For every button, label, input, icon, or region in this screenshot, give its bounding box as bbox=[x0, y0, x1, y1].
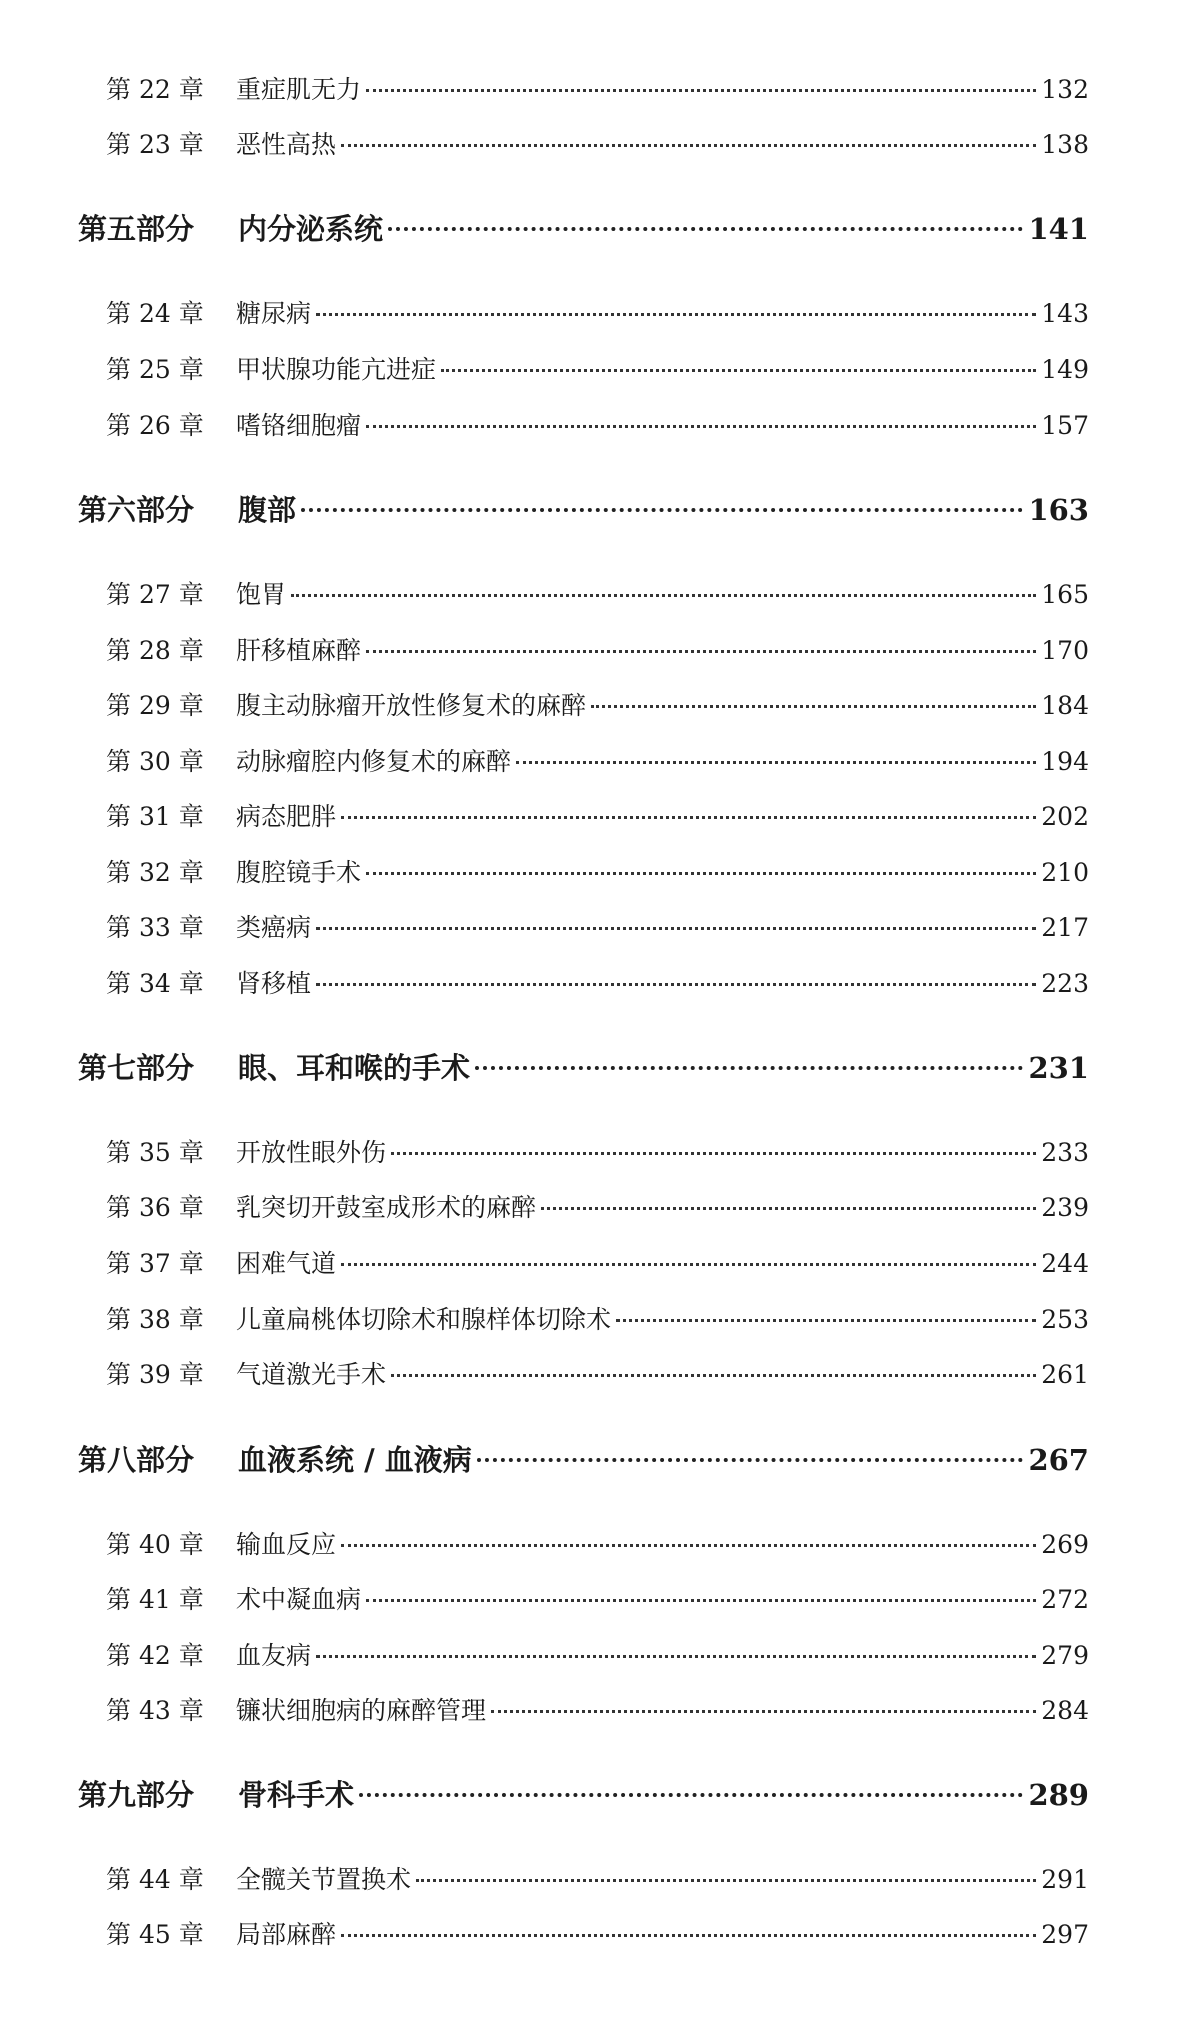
toc-entry-chapter-28 bbox=[106, 631, 1089, 667]
dot-leader bbox=[316, 313, 1036, 316]
toc-entry-part-7 bbox=[78, 1046, 1089, 1087]
toc-entry-chapter-41 bbox=[106, 1580, 1089, 1616]
chapter-title: 重症肌无力 bbox=[236, 75, 362, 104]
chapter-title: 肾移植 bbox=[236, 969, 312, 998]
page-number: 141 bbox=[1028, 212, 1089, 246]
chapter-title: 困难气道 bbox=[236, 1249, 337, 1278]
toc-entry-part-5 bbox=[78, 207, 1089, 248]
chapter-number: 第 35 章 bbox=[106, 1138, 204, 1167]
page-number: 217 bbox=[1041, 913, 1089, 942]
page-number: 284 bbox=[1041, 1696, 1089, 1725]
chapter-title: 输血反应 bbox=[236, 1530, 337, 1559]
chapter-number: 第 29 章 bbox=[106, 691, 204, 720]
chapter-title: 病态肥胖 bbox=[236, 802, 337, 831]
chapter-title: 镰状细胞病的麻醉管理 bbox=[236, 1696, 487, 1725]
dot-leader bbox=[541, 1207, 1036, 1210]
page-number: 291 bbox=[1041, 1865, 1089, 1894]
chapter-title: 血友病 bbox=[236, 1641, 312, 1670]
chapter-number: 第 26 章 bbox=[106, 411, 204, 440]
chapter-title: 气道激光手术 bbox=[236, 1360, 387, 1389]
toc-entry-chapter-27 bbox=[106, 575, 1089, 611]
chapter-number: 第 30 章 bbox=[106, 747, 204, 776]
chapter-number: 第 44 章 bbox=[106, 1865, 204, 1894]
chapter-title: 饱胃 bbox=[236, 580, 287, 609]
page-number: 170 bbox=[1041, 636, 1089, 665]
part-number: 第五部分 bbox=[78, 212, 195, 246]
chapter-number: 第 34 章 bbox=[106, 969, 204, 998]
part-title: 腹部 bbox=[238, 493, 297, 527]
page-number: 261 bbox=[1041, 1360, 1089, 1389]
dot-leader bbox=[359, 1793, 1023, 1797]
toc-entry-chapter-38 bbox=[106, 1300, 1089, 1336]
chapter-number: 第 27 章 bbox=[106, 580, 204, 609]
page-number: 165 bbox=[1041, 580, 1089, 609]
chapter-number: 第 41 章 bbox=[106, 1585, 204, 1614]
chapter-number: 第 38 章 bbox=[106, 1305, 204, 1334]
dot-leader bbox=[341, 144, 1036, 147]
chapter-number: 第 36 章 bbox=[106, 1193, 204, 1222]
page-number: 132 bbox=[1041, 75, 1089, 104]
dot-leader bbox=[341, 816, 1036, 819]
page-number: 272 bbox=[1041, 1585, 1089, 1614]
toc-entry-chapter-39 bbox=[106, 1355, 1089, 1391]
page-number: 239 bbox=[1041, 1193, 1089, 1222]
page-number: 163 bbox=[1028, 493, 1089, 527]
chapter-title: 术中凝血病 bbox=[236, 1585, 362, 1614]
part-title: 骨科手术 bbox=[238, 1778, 355, 1812]
chapter-title: 类癌病 bbox=[236, 913, 312, 942]
chapter-number: 第 45 章 bbox=[106, 1920, 204, 1949]
part-title: 内分泌系统 bbox=[238, 212, 384, 246]
dot-leader bbox=[477, 1458, 1024, 1462]
dot-leader bbox=[366, 425, 1036, 428]
toc-entry-chapter-40 bbox=[106, 1525, 1089, 1561]
toc-entry-chapter-23 bbox=[106, 125, 1089, 161]
chapter-title: 乳突切开鼓室成形术的麻醉 bbox=[236, 1193, 537, 1222]
chapter-title: 局部麻醉 bbox=[236, 1920, 337, 1949]
toc-entry-chapter-33 bbox=[106, 908, 1089, 944]
dot-leader bbox=[316, 927, 1036, 930]
chapter-title: 恶性高热 bbox=[236, 130, 337, 159]
part-title: 血液系统 / 血液病 bbox=[238, 1443, 472, 1477]
chapter-title: 腹腔镜手术 bbox=[236, 858, 362, 887]
chapter-title: 腹主动脉瘤开放性修复术的麻醉 bbox=[236, 691, 587, 720]
dot-leader bbox=[491, 1710, 1036, 1713]
page-number: 157 bbox=[1041, 411, 1089, 440]
chapter-number: 第 24 章 bbox=[106, 299, 204, 328]
toc-entry-chapter-35 bbox=[106, 1133, 1089, 1169]
toc-entry-chapter-45 bbox=[106, 1915, 1089, 1951]
chapter-title: 甲状腺功能亢进症 bbox=[236, 355, 437, 384]
toc-entry-part-9 bbox=[78, 1773, 1089, 1814]
dot-leader bbox=[388, 227, 1023, 231]
page-number: 233 bbox=[1041, 1138, 1089, 1167]
page-number: 289 bbox=[1028, 1778, 1089, 1812]
chapter-number: 第 37 章 bbox=[106, 1249, 204, 1278]
chapter-number: 第 28 章 bbox=[106, 636, 204, 665]
chapter-title: 全髋关节置换术 bbox=[236, 1865, 412, 1894]
page-number: 279 bbox=[1041, 1641, 1089, 1670]
chapter-title: 肝移植麻醉 bbox=[236, 636, 362, 665]
dot-leader bbox=[341, 1934, 1036, 1937]
chapter-number: 第 22 章 bbox=[106, 75, 204, 104]
page-number: 210 bbox=[1041, 858, 1089, 887]
toc-entry-chapter-34 bbox=[106, 964, 1089, 1000]
toc-entry-chapter-42 bbox=[106, 1636, 1089, 1672]
part-title: 眼、耳和喉的手术 bbox=[238, 1051, 471, 1085]
page-number: 143 bbox=[1041, 299, 1089, 328]
chapter-title: 动脉瘤腔内修复术的麻醉 bbox=[236, 747, 512, 776]
dot-leader bbox=[366, 872, 1036, 875]
chapter-title: 开放性眼外伤 bbox=[236, 1138, 387, 1167]
dot-leader bbox=[341, 1544, 1036, 1547]
dot-leader bbox=[391, 1152, 1036, 1155]
dot-leader bbox=[616, 1319, 1036, 1322]
chapter-title: 嗜铬细胞瘤 bbox=[236, 411, 362, 440]
toc-entry-part-8 bbox=[78, 1438, 1089, 1479]
toc-entry-chapter-43 bbox=[106, 1691, 1089, 1727]
dot-leader bbox=[516, 761, 1036, 764]
chapter-number: 第 40 章 bbox=[106, 1530, 204, 1559]
part-number: 第七部分 bbox=[78, 1051, 195, 1085]
toc-entry-chapter-31 bbox=[106, 797, 1089, 833]
page-number: 231 bbox=[1028, 1051, 1089, 1085]
dot-leader bbox=[416, 1879, 1036, 1882]
dot-leader bbox=[291, 594, 1036, 597]
page-number: 297 bbox=[1041, 1920, 1089, 1949]
toc-entry-chapter-37 bbox=[106, 1244, 1089, 1280]
chapter-number: 第 31 章 bbox=[106, 802, 204, 831]
dot-leader bbox=[301, 508, 1023, 512]
part-number: 第六部分 bbox=[78, 493, 195, 527]
toc-entry-chapter-30 bbox=[106, 742, 1089, 778]
toc-entry-chapter-32 bbox=[106, 853, 1089, 889]
toc-entry-chapter-44 bbox=[106, 1860, 1089, 1896]
dot-leader bbox=[591, 705, 1036, 708]
dot-leader bbox=[316, 1655, 1036, 1658]
toc-entry-part-6 bbox=[78, 488, 1089, 529]
page-number: 253 bbox=[1041, 1305, 1089, 1334]
dot-leader bbox=[366, 1599, 1036, 1602]
chapter-number: 第 33 章 bbox=[106, 913, 204, 942]
page-number: 138 bbox=[1041, 130, 1089, 159]
toc-entry-chapter-25 bbox=[106, 350, 1089, 386]
chapter-title: 糖尿病 bbox=[236, 299, 312, 328]
chapter-title: 儿童扁桃体切除术和腺样体切除术 bbox=[236, 1305, 612, 1334]
part-number: 第九部分 bbox=[78, 1778, 195, 1812]
dot-leader bbox=[366, 650, 1036, 653]
toc-entry-chapter-29 bbox=[106, 686, 1089, 722]
chapter-number: 第 43 章 bbox=[106, 1696, 204, 1725]
dot-leader bbox=[475, 1066, 1023, 1070]
chapter-number: 第 32 章 bbox=[106, 858, 204, 887]
page-number: 244 bbox=[1041, 1249, 1089, 1278]
dot-leader bbox=[316, 983, 1036, 986]
chapter-number: 第 25 章 bbox=[106, 355, 204, 384]
page-number: 267 bbox=[1028, 1443, 1089, 1477]
chapter-number: 第 42 章 bbox=[106, 1641, 204, 1670]
page-number: 269 bbox=[1041, 1530, 1089, 1559]
dot-leader bbox=[366, 89, 1036, 92]
page-number: 223 bbox=[1041, 969, 1089, 998]
dot-leader bbox=[341, 1263, 1036, 1266]
page-number: 184 bbox=[1041, 691, 1089, 720]
part-number: 第八部分 bbox=[78, 1443, 195, 1477]
chapter-number: 第 23 章 bbox=[106, 130, 204, 159]
chapter-number: 第 39 章 bbox=[106, 1360, 204, 1389]
dot-leader bbox=[441, 369, 1036, 372]
page-number: 194 bbox=[1041, 747, 1089, 776]
toc-entry-chapter-24 bbox=[106, 294, 1089, 330]
page-number: 202 bbox=[1041, 802, 1089, 831]
toc-entry-chapter-22 bbox=[106, 70, 1089, 106]
toc-entry-chapter-26 bbox=[106, 406, 1089, 442]
toc-entry-chapter-36 bbox=[106, 1188, 1089, 1224]
page-number: 149 bbox=[1041, 355, 1089, 384]
dot-leader bbox=[391, 1374, 1036, 1377]
